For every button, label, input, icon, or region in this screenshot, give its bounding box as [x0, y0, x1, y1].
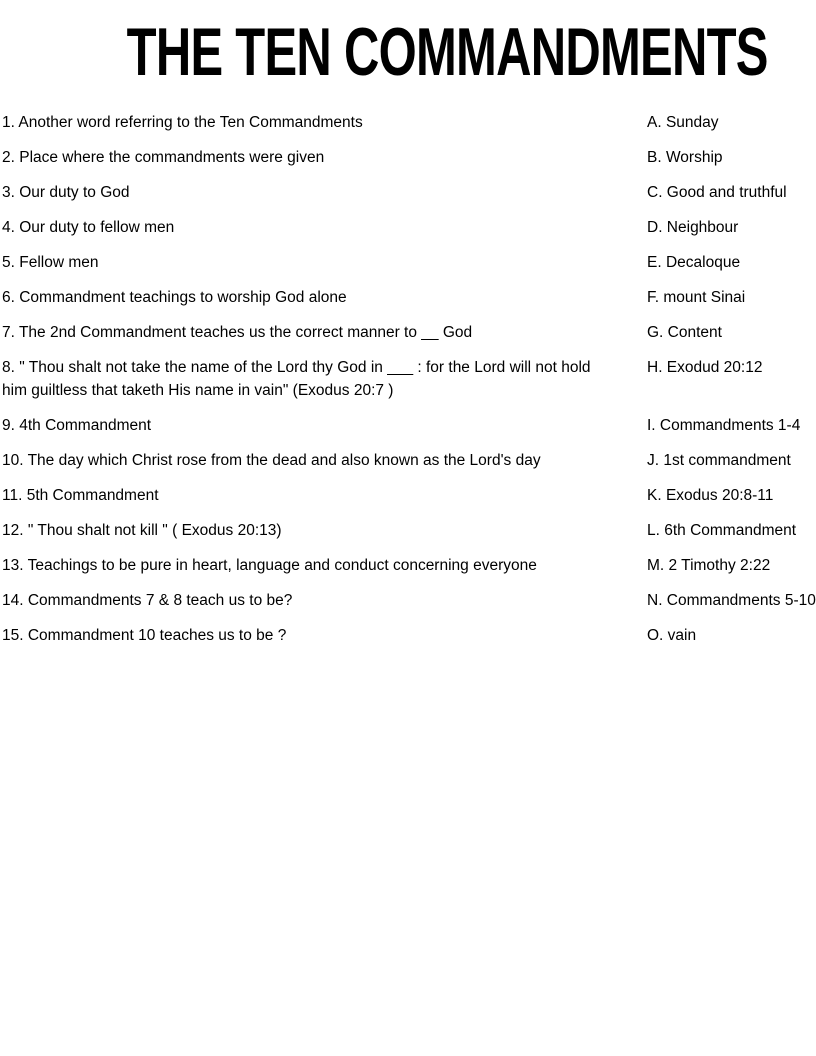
matching-row [2, 554, 816, 577]
answer-text: I. Commandments 1-4 [647, 417, 801, 435]
answer-text: J. 1st commandment [647, 452, 791, 470]
matching-row [2, 519, 816, 542]
matching-row [2, 146, 816, 169]
question-text: 4. Our duty to fellow men [2, 219, 175, 237]
matching-row [2, 449, 816, 472]
matching-list [2, 111, 816, 647]
answer-text: A. Sunday [647, 114, 719, 132]
question-text: 6. Commandment teachings to worship God alone [2, 289, 347, 307]
matching-row [2, 356, 816, 402]
answer-text: H. Exodud 20:12 [647, 359, 763, 377]
question-text: 15. Commandment 10 teaches us to be ? [2, 627, 287, 645]
answer-text: O. vain [647, 627, 697, 645]
question-text: 13. Teachings to be pure in heart, language and conduct concerning everyone [2, 557, 537, 575]
matching-row [2, 484, 816, 507]
answer-text: F. mount Sinai [647, 289, 746, 307]
answer-text: E. Decaloque [647, 254, 741, 272]
answer-text: K. Exodus 20:8-11 [647, 487, 774, 505]
question-text: 12. " Thou shalt not kill " ( Exodus 20:13) [2, 522, 282, 540]
matching-row [2, 414, 816, 437]
question-text: 1. Another word referring to the Ten Commandments [2, 114, 363, 132]
question-text: 7. The 2nd Commandment teaches us the correct manner to __ God [2, 324, 473, 342]
matching-row [2, 181, 816, 204]
question-text: 11. 5th Commandment [2, 487, 159, 505]
page-title-text: THE TEN COMMANDMENTS [126, 14, 768, 90]
question-text: 8. " Thou shalt not take the name of the Lord thy God in ___ : for the Lord will not hold him guiltless that taketh His name in vain" (Exodus 20:7 ) [2, 359, 591, 400]
answer-text: C. Good and truthful [647, 184, 787, 202]
answer-text: D. Neighbour [647, 219, 739, 237]
matching-row [2, 624, 816, 647]
question-text: 2. Place where the commandments were given [2, 149, 325, 167]
page-title [2, 14, 816, 90]
question-text: 14. Commandments 7 & 8 teach us to be? [2, 592, 293, 610]
matching-row [2, 286, 816, 309]
answer-text: B. Worship [647, 149, 723, 167]
matching-row [2, 589, 816, 612]
matching-row [2, 216, 816, 239]
answer-text: L. 6th Commandment [647, 522, 797, 540]
question-text: 3. Our duty to God [2, 184, 130, 202]
answer-text: N. Commandments 5-10 [647, 592, 816, 610]
question-text: 9. 4th Commandment [2, 417, 152, 435]
answer-text: M. 2 Timothy 2:22 [647, 557, 771, 575]
question-text: 10. The day which Christ rose from the dead and also known as the Lord's day [2, 452, 541, 470]
matching-row [2, 251, 816, 274]
question-text: 5. Fellow men [2, 254, 99, 272]
matching-row [2, 321, 816, 344]
answer-text: G. Content [647, 324, 722, 342]
matching-row [2, 111, 816, 134]
